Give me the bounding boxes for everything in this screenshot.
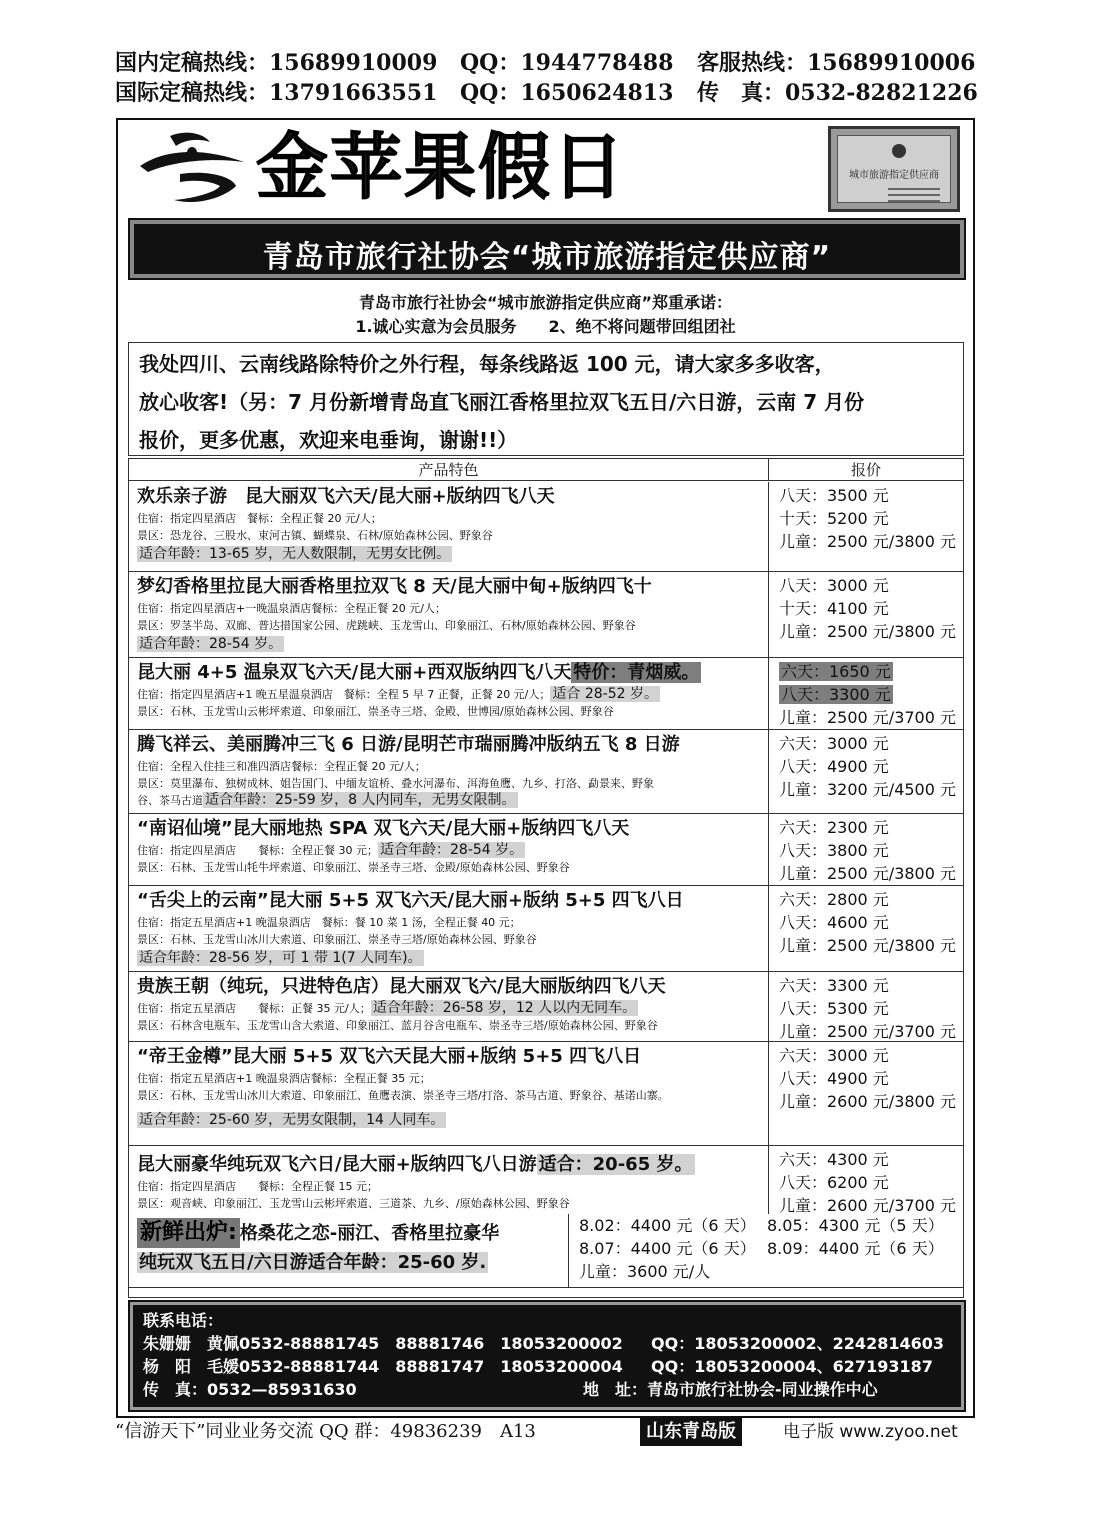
route-sights: 景区：莫里瀑布、独树成林、姐告国门、中缅友谊桥、叠水河瀑布、洱海鱼鹰、九乡、打洛、勐景来、野象 (137, 777, 654, 790)
table-row (129, 482, 963, 572)
column-header-price: 报价 (769, 459, 963, 481)
route-lodging: 住宿：指定四星酒店 餐标：全程正餐 20 元/人； (137, 512, 382, 525)
notice-box (128, 342, 964, 456)
route-age: 适合年龄：25-60 岁，无男女限制，14 人同车。 (139, 1112, 445, 1128)
route-sights: 景区：石林含电瓶车、玉龙雪山含大索道、印象丽江、蓝月谷含电瓶车、崇圣寺三塔/原始森林公园、野象谷 (137, 1019, 658, 1032)
edition-badge: 山东青岛版 (640, 1418, 742, 1446)
promise-title: 青岛市旅行社协会“城市旅游指定供应商”郑重承诺： (358, 293, 733, 312)
route-lodging: 住宿：全程入住挂三和准四酒店餐标：全程正餐 20 元/人； (137, 760, 426, 773)
table-row (129, 572, 963, 658)
table-row (129, 1146, 963, 1214)
route-title: “南诏仙境”昆大丽地热 SPA 双飞六天/昆大丽+版纳四飞八天 (137, 818, 630, 839)
route-age: 适合年龄：28-54 岁。 (380, 842, 524, 858)
route-sights: 景区：石林、玉龙雪山冰川大索道、印象丽江、鱼鹰表演、崇圣寺三塔/打洛、茶马古道、野象谷、基诺山寨。 (137, 1089, 669, 1102)
route-title: “帝王金樽”昆大丽 5+5 双飞六天昆大丽+版纳 5+5 四飞八日 (137, 1046, 642, 1067)
contact-row-1: 朱姗姗 黄佩0532-88881745 88881746 18053200002 (143, 1334, 623, 1353)
website-link[interactable]: 电子版 www.zyoo.net (783, 1422, 958, 1442)
route-sights: 景区：石林、玉龙雪山牦牛坪索道、印象丽江、崇圣寺三塔、金殿/原始森林公园、野象谷 (137, 861, 570, 874)
route-sights: 景区：罗茎半岛、双廊、普达措国家公园、虎跳峡、玉龙雪山、印象丽江、石林/原始森林公园、野象谷 (137, 619, 636, 632)
price-line: 八天：3300 元 (781, 685, 891, 704)
route-age: 适合年龄：25-59 岁，8 人内同车，无男女限制。 (205, 792, 516, 808)
brand-title: 金苹果假日 (256, 125, 627, 209)
route-age: 适合年龄：28-54 岁。 (139, 636, 283, 652)
promise-items: 1.诚心实意为会员服务 2、绝不将问题带回组团社 (355, 317, 736, 336)
association-banner (130, 220, 964, 278)
price-line: 八天：4900 元 (779, 757, 889, 776)
route-sights: 景区：观音峡、印象丽江、玉龙雪山云彬坪索道、三道茶、九乡、/原始森林公园、野象谷 (137, 1197, 570, 1210)
route-title: 腾飞祥云、美丽腾冲三飞 6 日游/昆明芒市瑞丽腾冲版纳五飞 8 日游 (137, 734, 680, 755)
route-title: 昆大丽豪华纯玩双飞六日/昆大丽+版纳四飞八日游 (137, 1154, 537, 1175)
table-row (129, 730, 963, 814)
route-lodging: 住宿：指定五星酒店 餐标：正餐 35 元/人； (137, 1002, 371, 1015)
table-row (129, 814, 963, 886)
price-line: 儿童：2500 元/3800 元 (779, 532, 957, 551)
price-line: 八天：6200 元 (779, 1173, 889, 1192)
price-line: 儿童：2500 元/3700 元 (779, 1022, 957, 1041)
contact-qq-2: QQ：18053200004、627193187 (651, 1357, 933, 1376)
route-title: 欢乐亲子游 昆大丽双飞六天/昆大丽+版纳四飞八天 (137, 486, 555, 507)
route-age: 适合：20-65 岁。 (538, 1154, 693, 1175)
fresh-price: 8.02：4400 元（6 天） (579, 1216, 756, 1235)
price-line: 八天：3500 元 (779, 486, 889, 505)
route-lodging: 住宿：指定四星酒店+一晚温泉酒店餐标：全程正餐 20 元/人； (137, 602, 446, 615)
price-line: 八天：4900 元 (779, 1069, 889, 1088)
fresh-child-price: 儿童：3600 元/人 (579, 1262, 711, 1281)
special-price-tag: 特价：青烟威。 (573, 662, 700, 683)
banner-text: 青岛市旅行社协会“城市旅游指定供应商” (262, 240, 832, 275)
route-age: 适合年龄：26-58 岁，12 人以内无同车。 (372, 1000, 637, 1016)
ad-frame (116, 118, 975, 1418)
price-line: 六天：4300 元 (779, 1150, 889, 1169)
route-title: “舌尖上的云南”昆大丽 5+5 双飞六天/昆大丽+版纳 5+5 四飞八日 (137, 890, 684, 911)
route-title: 昆大丽 4+5 温泉双飞六天/昆大丽+西双版纳四飞八天 (137, 662, 572, 683)
price-line: 儿童：2500 元/3800 元 (779, 864, 957, 883)
price-line: 六天：3300 元 (779, 976, 889, 995)
fresh-subtitle: 纯玩双飞五日/六日游适合年龄：25-60 岁. (139, 1252, 487, 1273)
route-sights: 景区：石林、玉龙雪山云彬坪索道、印象丽江、崇圣寺三塔、金殿、世博园/原始森林公园、野象谷 (137, 705, 614, 718)
price-line: 八天：3000 元 (779, 576, 889, 595)
contact-fax: 传 真：0532—85931630 (143, 1380, 357, 1399)
table-row (129, 658, 963, 730)
fresh-badge: 新鲜出炉: (137, 1218, 240, 1248)
price-line: 儿童：2500 元/3800 元 (779, 936, 957, 955)
intl-qq: QQ：1650624813 (460, 80, 674, 106)
route-lodging: 住宿：指定四星酒店 餐标：全程正餐 15 元； (137, 1180, 378, 1193)
price-line: 六天：2800 元 (779, 890, 889, 909)
route-title: 梦幻香格里拉昆大丽香格里拉双飞 8 天/昆大丽中甸+版纳四飞十 (137, 576, 652, 597)
logo-row (118, 120, 973, 216)
contact-label: 联系电话： (143, 1311, 224, 1330)
price-line: 六天：3000 元 (779, 734, 889, 753)
price-line: 儿童：2600 元/3700 元 (779, 1196, 957, 1215)
route-title: 贵族王朝（纯玩，只进特色店）昆大丽双飞六/昆大丽版纳四飞八天 (137, 976, 666, 997)
contact-address: 地 址：青岛市旅行社协会-同业操作中心 (583, 1380, 878, 1399)
fresh-price: 8.09：4400 元（6 天） (767, 1239, 944, 1258)
route-table (128, 458, 964, 1298)
fresh-price: 8.05：4300 元（5 天） (767, 1216, 944, 1235)
route-sights-cont: 谷、茶马古道 (137, 794, 203, 807)
emblem-icon (892, 144, 906, 158)
table-row (129, 1042, 963, 1146)
price-line: 六天：2300 元 (779, 818, 889, 837)
table-row (129, 972, 963, 1042)
price-line: 十天：5200 元 (779, 509, 889, 528)
certificate-text: 城市旅游指定供应商 (849, 170, 939, 181)
fax-line: 传 真：0532-82821226 (697, 80, 978, 106)
route-age: 适合年龄：28-56 岁，可 1 带 1(7 人同车)。 (139, 950, 422, 966)
footer (115, 1418, 977, 1448)
notice-line-3: 报价，更多优惠，欢迎来电垂询，谢谢!!） (139, 428, 518, 452)
domestic-qq: QQ：1944778488 (460, 50, 674, 76)
route-sights: 景区：恐龙谷、三股水、束河古镇、蝴蝶泉、石林/原始森林公园、野象谷 (137, 529, 493, 542)
price-line: 儿童：3200 元/4500 元 (779, 780, 957, 799)
column-header-product: 产品特色 (129, 459, 769, 481)
route-age: 适合 28-52 岁。 (552, 686, 658, 702)
domestic-hotline: 国内定稿热线：15689910009 (115, 50, 438, 76)
fresh-price: 8.07：4400 元（6 天） (579, 1239, 756, 1258)
notice-line-2: 放心收客!（另：7 月份新增青岛直飞丽江香格里拉双飞五日/六日游，云南 7 月份 (139, 390, 865, 414)
price-line: 八天：4600 元 (779, 913, 889, 932)
footer-qq-group: “信游天下”同业业务交流 QQ 群：49836239 A13 (115, 1421, 536, 1442)
fresh-offer-box (128, 1214, 964, 1288)
certificate-plaque (828, 126, 960, 212)
price-line: 八天：3800 元 (779, 841, 889, 860)
contact-panel (130, 1302, 964, 1410)
route-sights: 景区：石林、玉龙雪山冰川大索道、印象丽江、崇圣寺三塔/原始森林公园、野象谷 (137, 933, 537, 946)
price-line: 儿童：2600 元/3800 元 (779, 1092, 957, 1111)
route-lodging: 住宿：指定五星酒店+1 晚温泉酒店 餐标：餐 10 菜 1 汤，全程正餐 40 元； (137, 916, 521, 929)
route-age: 适合年龄：13-65 岁，无人数限制，无男女比例。 (139, 546, 451, 562)
fresh-title: 格桑花之恋-丽江、香格里拉豪华 (239, 1223, 500, 1244)
route-lodging: 住宿：指定四星酒店+1 晚五星温泉酒店 餐标：全程 5 早 7 正餐，正餐 20 元/人； (137, 688, 551, 701)
route-lodging: 住宿：指定五星酒店+1 晚温泉酒店餐标：全程正餐 35 元； (137, 1072, 431, 1085)
brand-logo-icon (136, 126, 248, 208)
price-line: 六天：3000 元 (779, 1046, 889, 1065)
route-lodging: 住宿：指定四星酒店 餐标：全程正餐 30 元； (137, 844, 378, 857)
service-hotline: 客服热线：15689910006 (697, 50, 976, 76)
contact-row-2: 杨 阳 毛媛0532-88881744 88881747 18053200004 (143, 1357, 623, 1376)
table-row (129, 886, 963, 972)
notice-line-1: 我处四川、云南线路除特价之外行程，每条线路返 100 元，请大家多多收客， (139, 352, 835, 376)
price-line: 儿童：2500 元/3800 元 (779, 622, 957, 641)
intl-hotline: 国际定稿热线：13791663551 (115, 80, 438, 106)
contact-qq-1: QQ：18053200002、2242814603 (651, 1334, 944, 1353)
price-line: 十天：4100 元 (779, 599, 889, 618)
price-line: 儿童：2500 元/3700 元 (779, 708, 957, 727)
price-line: 八天：5300 元 (779, 999, 889, 1018)
price-line: 六天：1650 元 (781, 662, 891, 681)
